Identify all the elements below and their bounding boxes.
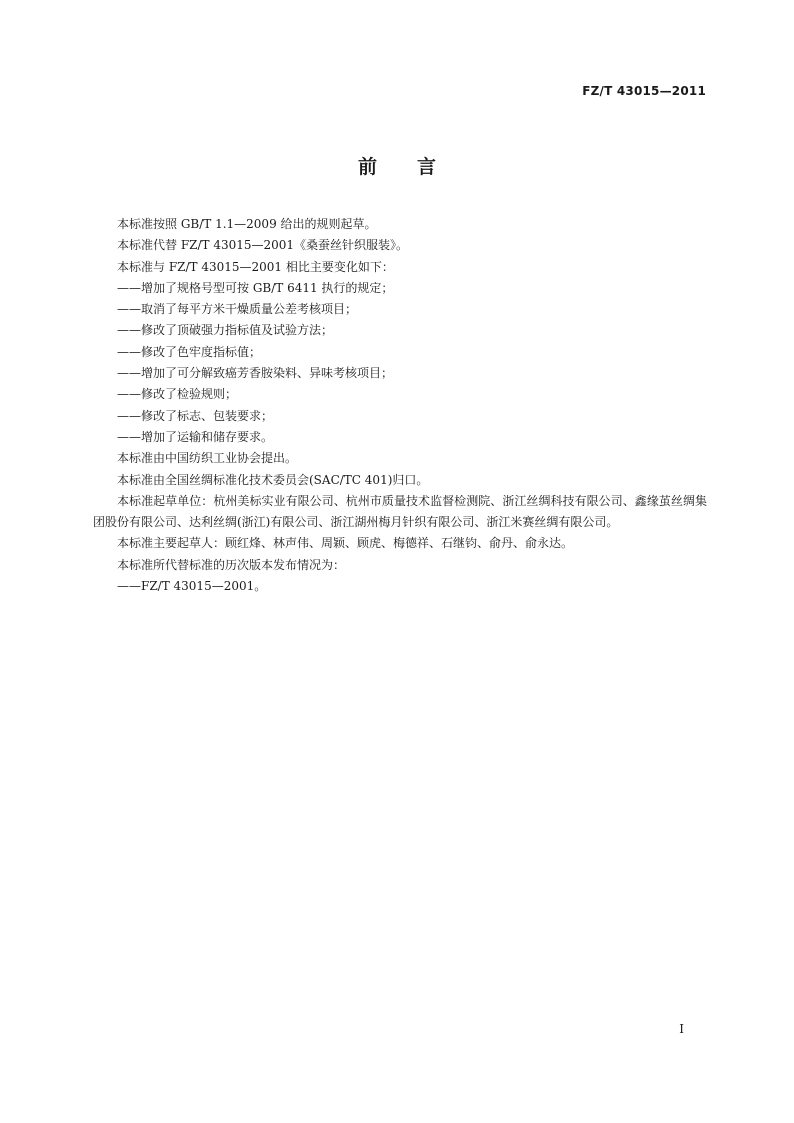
list-item: ——修改了色牢度指标值； bbox=[117, 344, 262, 359]
list-item: ——增加了运输和储存要求。 bbox=[117, 429, 274, 444]
list-item: ——增加了可分解致癌芳香胺染料、异味考核项目； bbox=[117, 366, 394, 381]
paragraph-replaces: 本标准代替 FZ/T 43015—2001《桑蚕丝针织服装》。 bbox=[117, 238, 409, 253]
list-item: ——修改了标志、包装要求； bbox=[117, 408, 274, 423]
page-number: I bbox=[679, 1022, 684, 1036]
list-item: ——取消了每平方米干燥质量公差考核项目； bbox=[117, 302, 358, 317]
paragraph-proposed-by: 本标准由中国纺织工业协会提出。 bbox=[117, 451, 298, 466]
list-item: ——FZ/T 43015—2001。 bbox=[117, 579, 267, 594]
paragraph-drafters: 本标准主要起草人：顾红烽、林声伟、周颖、顾虎、梅德祥、石继钧、俞丹、俞永达。 bbox=[117, 536, 574, 551]
foreword-body bbox=[93, 214, 707, 597]
paragraph-previous-editions: 本标准所代替标准的历次版本发布情况为： bbox=[117, 557, 346, 572]
paragraph-drafting-units: 本标准起草单位：杭州美标实业有限公司、杭州市质量技术监督检测院、浙江丝绸科技有限公司、鑫缘茧丝绸集团股份有限公司、达利丝绸(浙江)有限公司、浙江湖州梅月针织有限公司、浙江米赛丝绸有限公司。 bbox=[93, 493, 707, 530]
paragraph-drafting-rules: 本标准按照 GB/T 1.1—2009 给出的规则起草。 bbox=[117, 217, 377, 231]
paragraph-centralized-by: 本标准由全国丝绸标准化技术委员会(SAC/TC 401)归口。 bbox=[117, 472, 429, 487]
list-item: ——增加了规格号型可按 GB/T 6411 执行的规定； bbox=[117, 280, 394, 295]
standard-code: FZ/T 43015—2011 bbox=[582, 84, 706, 98]
paragraph-changes-intro: 本标准与 FZ/T 43015—2001 相比主要变化如下： bbox=[117, 259, 394, 274]
list-item: ——修改了顶破强力指标值及试验方法； bbox=[117, 323, 334, 338]
list-item: ——修改了检验规则； bbox=[117, 387, 238, 402]
page-title: 前言 bbox=[357, 156, 476, 178]
